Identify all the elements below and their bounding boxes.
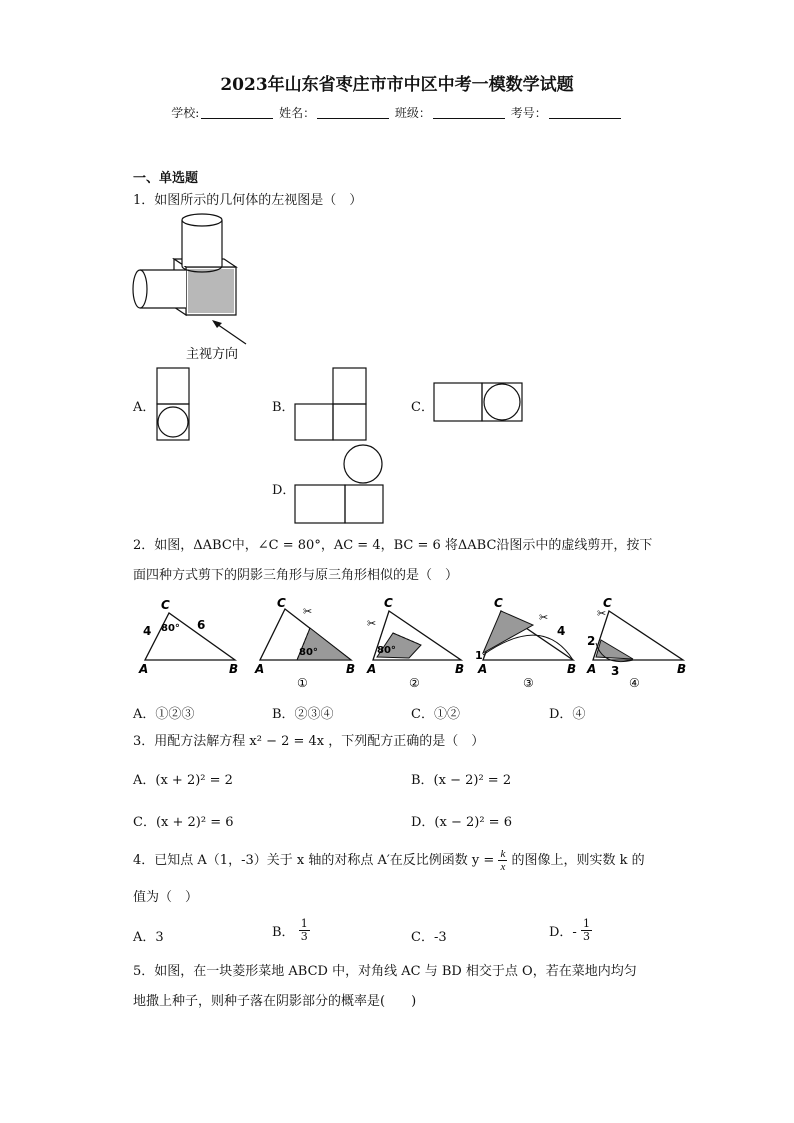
q1-option-b-figure — [293, 366, 369, 442]
q3-option-d[interactable]: D．(x − 2)² = 6 — [411, 815, 512, 830]
q2-stem-line1: 2．如图，ΔABC中，∠C = 80°，AC = 4，BC = 6 将ΔABC沿图示中的虚线剪开，按下 — [133, 538, 653, 553]
svg-text:④: ④ — [629, 676, 640, 690]
svg-text:A: A — [139, 662, 149, 676]
q2-stem-line2: 面四种方式剪下的阴影三角形与原三角形相似的是（ ） — [133, 568, 459, 583]
svg-text:①: ① — [297, 676, 308, 690]
cylinder-top — [182, 214, 222, 226]
q3-option-a[interactable]: A．(x + 2)² = 2 — [133, 773, 233, 788]
q5-stem-line2: 地撒上种子，则种子落在阴影部分的概率是( ) — [133, 994, 417, 1009]
svg-text:✂: ✂ — [303, 605, 313, 618]
svg-text:C: C — [603, 596, 612, 610]
svg-text:C: C — [384, 596, 393, 610]
svg-text:4: 4 — [557, 624, 566, 638]
svg-text:B: B — [567, 662, 577, 676]
q4-option-c[interactable]: C．-3 — [411, 930, 447, 945]
q4-stem — [133, 848, 645, 873]
q4-stem-post: 的图像上，则实数 k 的 — [511, 853, 645, 868]
section-title: 一、单选题 — [133, 171, 199, 186]
svg-text:C: C — [277, 596, 286, 610]
cylinder-left — [133, 270, 147, 308]
class-blank[interactable] — [433, 118, 505, 119]
q1-option-a[interactable]: A． — [133, 400, 156, 415]
svg-text:C: C — [161, 598, 170, 612]
school-blank[interactable] — [201, 118, 273, 119]
id-blank[interactable] — [549, 118, 621, 119]
q2-option-c[interactable]: C．①② — [411, 707, 460, 722]
q1-option-b[interactable]: B． — [272, 400, 295, 415]
svg-text:A: A — [367, 662, 377, 676]
svg-text:4: 4 — [143, 624, 152, 638]
q4-option-b[interactable]: B． $\frac{1}{3}$ — [272, 917, 308, 943]
svg-text:✂: ✂ — [597, 607, 607, 620]
q4-fraction: $\frac{k}{x}$ — [500, 848, 506, 873]
view-direction-label: 主视方向 — [186, 347, 239, 362]
q1-option-d-figure — [293, 443, 387, 527]
q2-option-d[interactable]: D．④ — [549, 707, 586, 722]
q1-solid-figure — [128, 210, 268, 370]
svg-text:80°: 80° — [377, 645, 396, 656]
q3-stem: 3．用配方法解方程 x² − 2 = 4x ，下列配方正确的是（ ） — [133, 734, 485, 749]
q5-stem-line1: 5．如图，在一块菱形菜地 ABCD 中，对角线 AC 与 BD 相交于点 O，若在菜地内均匀 — [133, 964, 637, 979]
svg-text:1: 1 — [475, 649, 483, 662]
svg-text:A: A — [587, 662, 597, 676]
student-info — [0, 104, 794, 121]
svg-text:C: C — [494, 596, 503, 610]
svg-text:80°: 80° — [299, 647, 318, 658]
svg-text:✂: ✂ — [539, 611, 549, 624]
svg-text:B: B — [346, 662, 356, 676]
id-label: 考号： — [510, 106, 547, 120]
svg-text:B: B — [677, 662, 687, 676]
svg-text:A: A — [255, 662, 265, 676]
svg-text:②: ② — [409, 676, 420, 690]
page-title: 2023年山东省枣庄市市中区中考一模数学试题 — [220, 75, 574, 95]
q1-option-c-figure — [432, 381, 526, 425]
q4-stem-pre: 4．已知点 A（1，-3）关于 x 轴的对称点 A′在反比例函数 y = — [133, 853, 495, 868]
q2-triangles-figure — [133, 595, 693, 693]
class-label: 班级： — [394, 106, 431, 120]
name-blank[interactable] — [317, 118, 389, 119]
svg-text:A: A — [478, 662, 488, 676]
svg-text:B: B — [229, 662, 239, 676]
q4-option-a[interactable]: A．3 — [133, 930, 164, 945]
svg-text:✂: ✂ — [367, 617, 377, 630]
svg-text:3: 3 — [611, 664, 620, 678]
svg-text:③: ③ — [523, 676, 534, 690]
q2-option-a[interactable]: A．①②③ — [133, 707, 195, 722]
q1-option-a-figure — [155, 366, 191, 442]
svg-text:B: B — [455, 662, 465, 676]
q3-option-c[interactable]: C．(x + 2)² = 6 — [133, 815, 234, 830]
q4-stem-line2: 值为（ ） — [133, 890, 199, 905]
q4-option-d[interactable]: D．- $\frac{1}{3}$ — [549, 917, 590, 943]
q1-stem: 1．如图所示的几何体的左视图是（ ） — [133, 193, 363, 208]
school-label: 学校: — [171, 106, 200, 120]
q2-option-b[interactable]: B．②③④ — [272, 707, 334, 722]
svg-text:6: 6 — [197, 618, 206, 632]
q3-option-b[interactable]: B．(x − 2)² = 2 — [411, 773, 512, 788]
svg-text:80°: 80° — [161, 623, 180, 634]
q1-option-c[interactable]: C． — [411, 400, 434, 415]
svg-text:2: 2 — [587, 634, 596, 648]
name-label: 姓名： — [279, 106, 316, 120]
q1-option-d[interactable]: D． — [272, 483, 296, 498]
